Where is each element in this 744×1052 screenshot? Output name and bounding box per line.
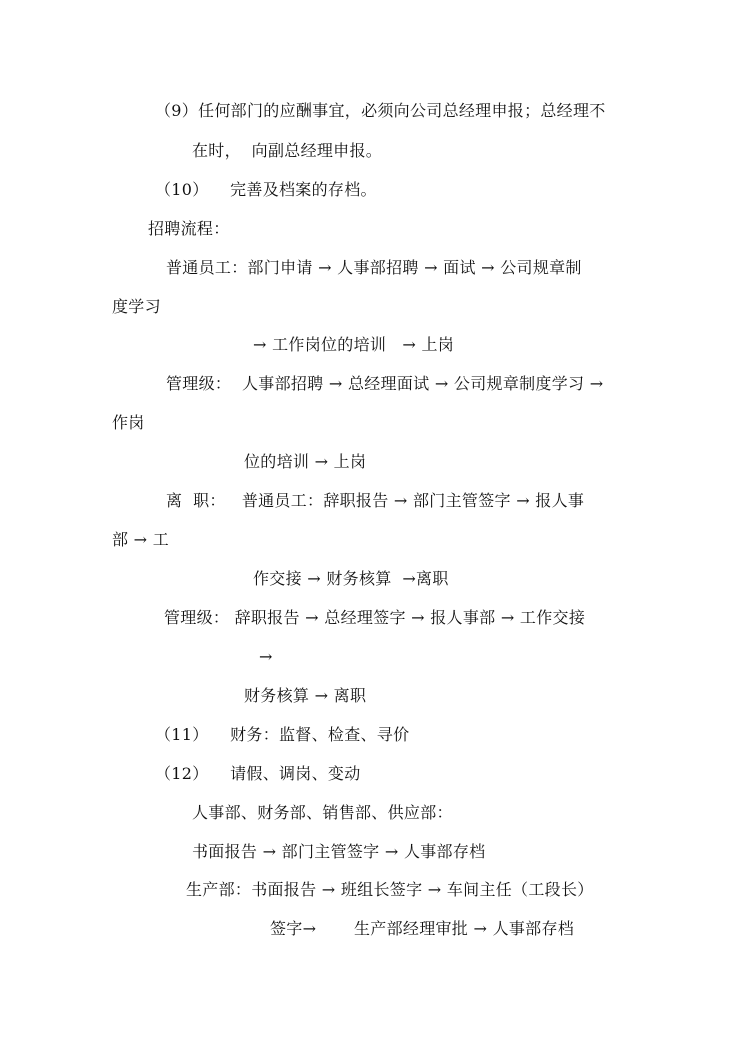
resign-staff-line-1: 离 职： 普通员工：辞职报告 → 部门主管签字 → 报人事 — [166, 491, 585, 510]
resign-manager-line-1: 管理级： 辞职报告 → 总经理签字 → 报人事部 → 工作交接 — [164, 608, 586, 627]
resign-manager-line-2: → — [259, 647, 273, 666]
text-line-11-item: （11） 财务：监督、检查、寻价 — [155, 725, 410, 744]
text-line-12-item: （12） 请假、调岗、变动 — [155, 764, 361, 783]
text-line-9-continued: 在时， 向副总经理申报。 — [192, 141, 383, 160]
resign-staff-line-3: 作交接 → 财务核算 →离职 — [253, 569, 449, 588]
recruit-manager-line-1: 管理级： 人事部招聘 → 总经理面试 → 公司规章制度学习 → — [166, 374, 604, 393]
recruitment-heading: 招聘流程： — [148, 219, 230, 238]
recruit-manager-line-3: 位的培训 → 上岗 — [244, 452, 367, 471]
recruit-staff-line-2: 度学习 — [112, 297, 161, 316]
text-line-10-item: （10） 完善及档案的存档。 — [155, 180, 377, 199]
recruit-staff-line-1: 普通员工：部门申请 → 人事部招聘 → 面试 → 公司规章制 — [166, 258, 582, 277]
resign-staff-line-2: 部 → 工 — [112, 530, 170, 549]
resign-manager-line-3: 财务核算 → 离职 — [244, 686, 367, 705]
departments-flow-line: 书面报告 → 部门主管签字 → 人事部存档 — [192, 842, 486, 861]
production-flow-line-2: 签字→ 生产部经理审批 → 人事部存档 — [270, 919, 575, 938]
production-flow-line-1: 生产部：书面报告 → 班组长签字 → 车间主任（工段长） — [186, 880, 594, 899]
recruit-staff-line-3: → 工作岗位的培训 → 上岗 — [253, 335, 455, 354]
text-line-9-item: （9）任何部门的应酬事宜，必须向公司总经理申报；总经理不 — [155, 101, 606, 120]
recruit-manager-line-2: 作岗 — [112, 413, 145, 432]
departments-line: 人事部、财务部、销售部、供应部： — [192, 803, 453, 822]
